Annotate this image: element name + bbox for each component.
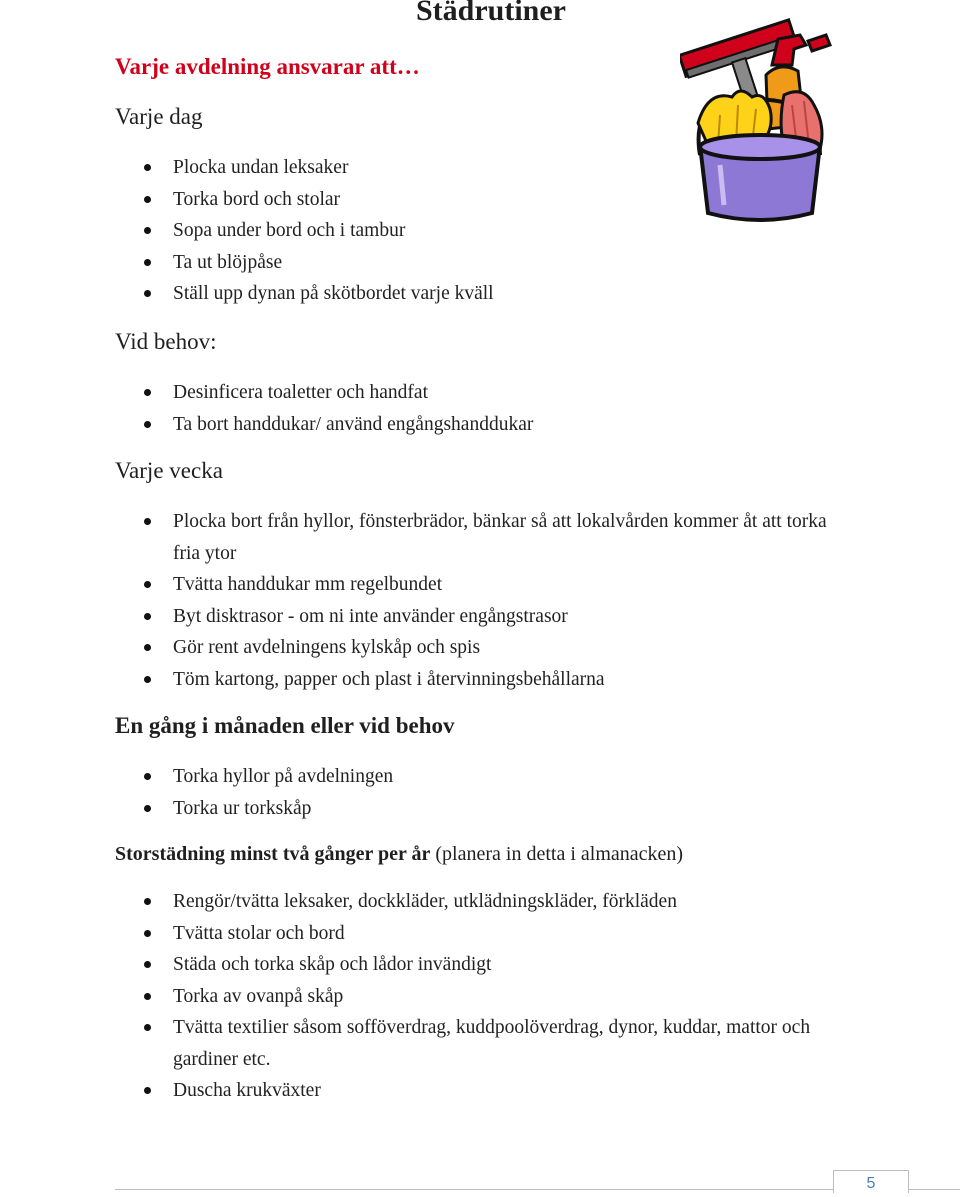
- section-heading-monthly: En gång i månaden eller vid behov: [115, 713, 455, 738]
- daily-task-list: [173, 152, 853, 310]
- section-heading-as-needed: Vid behov:: [115, 329, 217, 354]
- list-item: Städa och torka skåp och lådor invändigt: [173, 949, 853, 981]
- list-item: Ta bort handdukar/ använd engångshanddukar: [173, 409, 853, 441]
- list-item: Töm kartong, papper och plast i återvinningsbehållarna: [173, 664, 853, 696]
- as-needed-task-list: [173, 377, 853, 440]
- deep-clean-heading-note: (planera in detta i almanacken): [430, 843, 684, 865]
- list-item: Plocka bort från hyllor, fönsterbrädor, bänkar så att lokalvården kommer åt att torka fria ytor: [173, 506, 853, 569]
- list-item: Tvätta handdukar mm regelbundet: [173, 569, 853, 601]
- list-item: Duscha krukväxter: [173, 1075, 853, 1107]
- section-heading-weekly: Varje vecka: [115, 458, 223, 483]
- page-number: 5: [833, 1170, 909, 1193]
- list-item: Sopa under bord och i tambur: [173, 215, 853, 247]
- page-title: Städrutiner: [416, 0, 566, 27]
- list-item: Ställ upp dynan på skötbordet varje kväll: [173, 278, 853, 310]
- list-item: Plocka undan leksaker: [173, 152, 853, 184]
- list-item: Torka hyllor på avdelningen: [173, 761, 853, 793]
- list-item: Torka bord och stolar: [173, 184, 853, 216]
- list-item: Tvätta stolar och bord: [173, 918, 853, 950]
- deep-clean-task-list: [173, 886, 853, 1107]
- list-item: Torka ur torkskåp: [173, 793, 853, 825]
- list-item: Torka av ovanpå skåp: [173, 981, 853, 1013]
- weekly-task-list: [173, 506, 853, 695]
- monthly-task-list: [173, 761, 853, 824]
- list-item: Gör rent avdelningens kylskåp och spis: [173, 632, 853, 664]
- list-item: Ta ut blöjpåse: [173, 247, 853, 279]
- list-item: Desinficera toaletter och handfat: [173, 377, 853, 409]
- section-heading-deep-clean: [115, 843, 683, 866]
- list-item: Byt disktrasor - om ni inte använder engångstrasor: [173, 601, 853, 633]
- list-item: Tvätta textilier såsom sofföverdrag, kuddpoolöverdrag, dynor, kuddar, mattor och gardiner etc.: [173, 1012, 853, 1075]
- deep-clean-heading-bold: Storstädning minst två gånger per år: [115, 843, 431, 865]
- section-heading-daily: Varje dag: [115, 104, 203, 129]
- list-item: Rengör/tvätta leksaker, dockkläder, utklädningskläder, förkläden: [173, 886, 853, 918]
- intro-heading: Varje avdelning ansvarar att…: [115, 54, 420, 79]
